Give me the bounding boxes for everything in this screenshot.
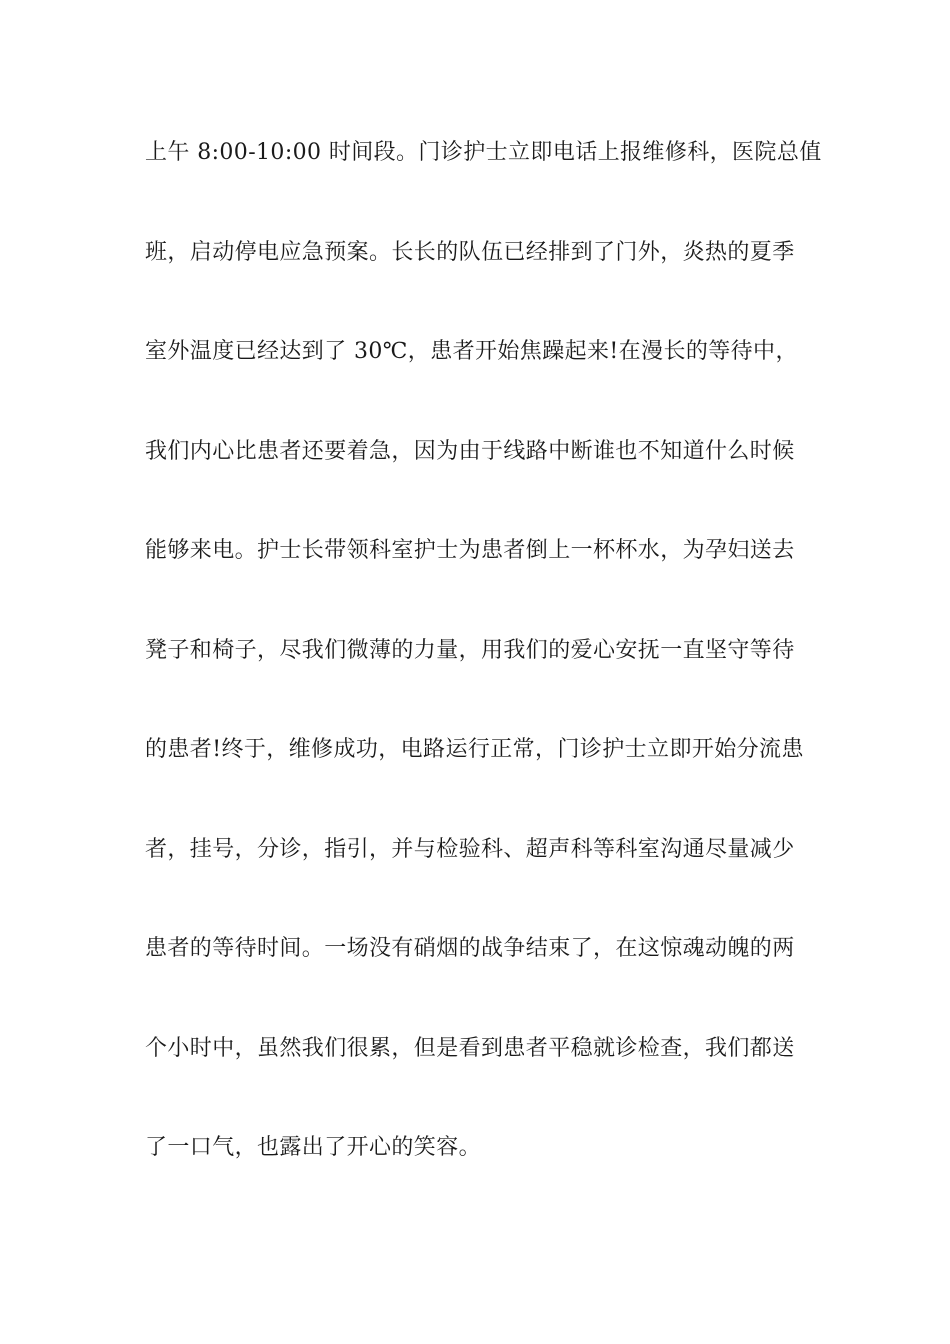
document-body bbox=[145, 133, 822, 1228]
text-line: 者，挂号，分诊，指引，并与检验科、超声科等科室沟通尽量减少 bbox=[145, 836, 795, 862]
text-line: 个小时中，虽然我们很累，但是看到患者平稳就诊检查，我们都送 bbox=[145, 1035, 795, 1061]
text-line: 室外温度已经达到了 30℃，患者开始焦躁起来!在漫长的等待中， bbox=[145, 339, 798, 364]
text-line: 凳子和椅子，尽我们微薄的力量，用我们的爱心安抚一直坚守等待 bbox=[145, 637, 795, 663]
text-line: 上午 8:00-10:00 时间段。门诊护士立即电话上报维修科，医院总值 bbox=[145, 140, 822, 165]
text-line: 能够来电。护士长带领科室护士为患者倒上一杯杯水，为孕妇送去 bbox=[145, 538, 795, 563]
text-line: 我们内心比患者还要着急，因为由于线路中断谁也不知道什么时候 bbox=[145, 438, 795, 464]
text-line: 的患者!终于，维修成功，电路运行正常，门诊护士立即开始分流患 bbox=[145, 737, 804, 762]
text-line: 了一口气，也露出了开心的笑容。 bbox=[145, 1135, 482, 1160]
text-line: 班，启动停电应急预案。长长的队伍已经排到了门外，炎热的夏季 bbox=[145, 239, 795, 265]
text-line: 患者的等待时间。一场没有硝烟的战争结束了，在这惊魂动魄的两 bbox=[145, 936, 795, 961]
